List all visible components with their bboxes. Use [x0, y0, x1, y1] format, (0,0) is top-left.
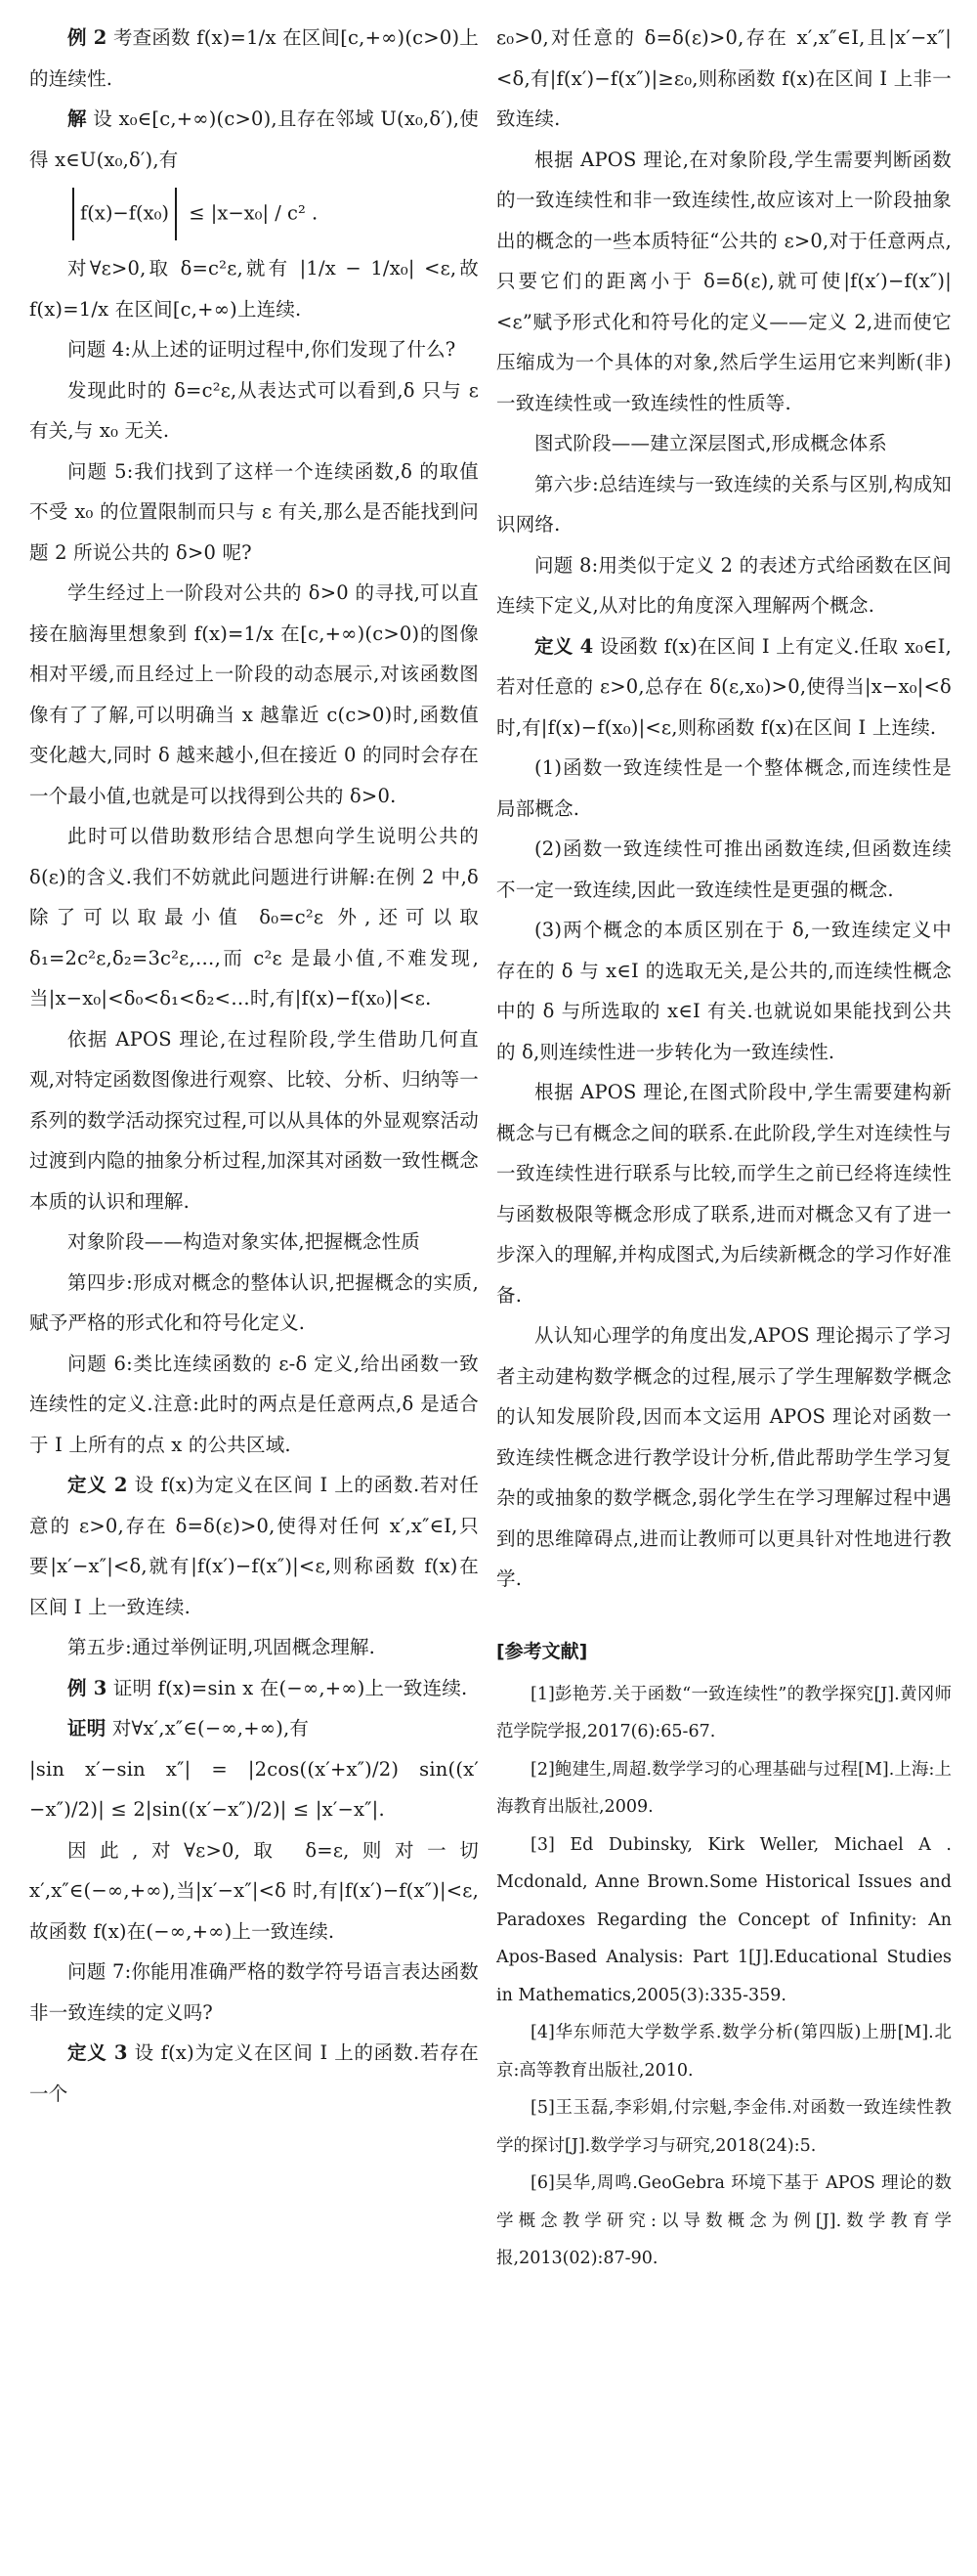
- object-stage-heading: 对象阶段——构造对象实体,把握概念性质: [67, 1230, 420, 1253]
- definition-3-text: 设 f(x)为定义在区间 I 上的函数.若存在一个: [29, 2041, 479, 2105]
- question-4: 问题 4:从上述的证明过程中,你们发现了什么?: [67, 338, 456, 361]
- definition-3: [29, 2033, 479, 2114]
- example-3-label: 例 3: [67, 1676, 107, 1699]
- question-7: 问题 7:你能用准确严格的数学符号语言表达函数非一致连续的定义吗?: [29, 1960, 479, 2024]
- definition-4-text: 设函数 f(x)在区间 I 上有定义.任取 x₀∈I,若对任意的 ε>0,总存在 δ(ε,x₀)>0,使得当|x−x₀|<δ 时,有|f(x)−f(x₀)|<ε,则称函数 f(x)在区间 I 上连续.: [496, 634, 952, 739]
- step-5: 第五步:通过举例证明,巩固概念理解.: [67, 1636, 376, 1658]
- definition-3-continued: ε₀>0,对任意的 δ=δ(ε)>0,存在 x′,x″∈I,且|x′−x″|<δ,有|f(x′)−f(x″)|≥ε₀,则称函数 f(x)在区间 I 上非一致连续.: [496, 26, 952, 130]
- example-3-text: 证明 f(x)=sin x 在(−∞,+∞)上一致连续.: [112, 1676, 468, 1699]
- schema-stage-heading: 图式阶段——建立深层图式,形成概念体系: [534, 432, 887, 454]
- definition-4: [496, 626, 952, 749]
- equation-1: [29, 188, 479, 240]
- question-5: 问题 5:我们找到了这样一个连续函数,δ 的取值不受 x₀ 的位置限制而只与 ε 有关,那么是否能找到问题 2 所说公共的 δ>0 呢?: [29, 459, 479, 564]
- left-column: [29, 18, 479, 2114]
- question-6: 问题 6:类比连续函数的 ε-δ 定义,给出函数一致连续性的定义.注意:此时的两点是任意两点,δ 是适合于 I 上所有的点 x 的公共区域.: [29, 1352, 479, 1456]
- delta-explanation: 此时可以借助数形结合思想向学生说明公共的 δ(ε)的含义.我们不妨就此问题进行讲解:在例 2 中,δ 除了可以取最小值 δ₀=c²ε 外,还可以取 δ₁=2c²ε,δ₂=3c²ε,…,而 c²ε 是最小值,不难发现,当|x−x₀|<δ₀<δ₁<δ₂<…时,有|f(x)−f(x₀)|<ε.: [29, 825, 479, 1009]
- reference-item: [1]彭艳芳.关于函数“一致连续性”的教学探究[J].黄冈师范学院学报,2017(6):65-67.: [496, 1684, 952, 1741]
- hence-paragraph: 因此,对∀ε>0,取 δ=ε,则对一切 x′,x″∈(−∞,+∞),当|x′−x″|<δ 时,有|f(x′)−f(x″)|<ε,故函数 f(x)在(−∞,+∞)上一致连续.: [29, 1838, 479, 1943]
- example-3: [29, 1668, 479, 1709]
- example-2-label: 例 2: [67, 26, 107, 49]
- apos-process-paragraph: 依据 APOS 理论,在过程阶段,学生借助几何直观,对特定函数图像进行观察、比较、分析、归纳等一系列的数学活动探究过程,可以从具体的外显观察活动过渡到内隐的抽象分析过程,加深其对函数一致性概念本质的认识和理解.: [29, 1027, 479, 1213]
- reference-item: [4]华东师范大学数学系.数学分析(第四版)上册[M].北京:高等教育出版社,2010.: [496, 2023, 952, 2081]
- answer-5: 学生经过上一阶段对公共的 δ>0 的寻找,可以直接在脑海里想象到 f(x)=1/x 在[c,+∞)(c>0)的图像相对平缓,而且经过上一阶段的动态展示,对该函数图像有了了解,可以明确当 x 越靠近 c(c>0)时,函数值变化越大,同时 δ 越来越小,但在接近 0 的同时会存在一个最小值,也就是可以找得到公共的 δ>0.: [29, 581, 479, 807]
- references-list: [496, 1676, 952, 2278]
- equation-1-rest: ≤ |x−x₀| / c² .: [189, 201, 319, 225]
- step-4: 第四步:形成对概念的整体认识,把握概念的实质,赋予严格的形式化和符号化定义.: [29, 1270, 479, 1334]
- definition-3-label: 定义 3: [67, 2041, 128, 2064]
- solution-paragraph: [29, 99, 479, 180]
- conclusion-paragraph: 从认知心理学的角度出发,APOS 理论揭示了学习者主动建构数学概念的过程,展示了学生理解数学概念的认知发展阶段,因而本文运用 APOS 理论对函数一致连续性概念进行教学设计分析,借此帮助学生学习复杂的或抽象的数学概念,弱化学生在学习理解过程中遇到的思维障碍点,进而让教师可以更具针对性地进行教学.: [496, 1324, 952, 1590]
- solution-label: 解: [67, 107, 87, 130]
- example-2-text: 考查函数 f(x)=1/x 在区间[c,+∞)(c>0)上的连续性.: [29, 26, 479, 90]
- equation-3: |sin x′−sin x″| = |2cos((x′+x″)/2) sin((x′−x″)/2)| ≤ 2|sin((x′−x″)/2)| ≤ |x′−x″|.: [29, 1757, 479, 1821]
- reference-item: [3] Ed Dubinsky, Kirk Weller, Michael A . Mcdonald, Anne Brown.Some Historical Issues and Paradoxes Regarding the Concept of Infinity: An Apos-Based Analysis: Part 1[J].Educational Studies in Mathematics,2005(3):335-359.: [496, 1834, 952, 2005]
- proof-label: 证明: [67, 1717, 106, 1739]
- reference-item: [2]鲍建生,周超.数学学习的心理基础与过程[M].上海:上海教育出版社,2009.: [496, 1759, 952, 1817]
- references-title: [参考文献]: [496, 1640, 588, 1662]
- reference-item: [6]吴华,周鸣.GeoGebra 环境下基于 APOS 理论的数学概念教学研究:以导数概念为例[J].数学教育学报,2013(02):87-90.: [496, 2173, 952, 2268]
- equation-2-paragraph: 对∀ε>0,取 δ=c²ε,就有 |1/x − 1/x₀| <ε,故 f(x)=1/x 在区间[c,+∞)上连续.: [29, 257, 479, 321]
- apos-object-paragraph: 根据 APOS 理论,在对象阶段,学生需要判断函数的一致连续性和非一致连续性,故应该对上一阶段抽象出的概念的一些本质特征“公共的 ε>0,对于任意两点,只要它们的距离小于 δ=δ(ε),就可使|f(x′)−f(x″)|<ε”赋予形式化和符号化的定义——定义 2,进而使它压缩成为一个具体的对象,然后学生运用它来判断(非)一致连续性或一致连续性的性质等.: [496, 148, 952, 414]
- comparison-3: (3)两个概念的本质区别在于 δ,一致连续定义中存在的 δ 与 x∈I 的选取无关,是公共的,而连续性概念中的 δ 与所选取的 x∈I 有关.也就说如果能找到公共的 δ,则连续性进一步转化为一致连续性.: [496, 919, 952, 1063]
- proof-text: 对∀x′,x″∈(−∞,+∞),有: [111, 1717, 310, 1739]
- example-2: [29, 18, 479, 99]
- proof-paragraph: [29, 1708, 479, 1749]
- definition-4-label: 定义 4: [534, 634, 594, 658]
- reference-item: [5]王玉磊,李彩娟,付宗魁,李金伟.对函数一致连续性教学的探讨[J].数学学习与研究,2018(24):5.: [496, 2098, 952, 2156]
- definition-2: [29, 1465, 479, 1627]
- definition-2-text: 设 f(x)为定义在区间 I 上的函数.若对任意的 ε>0,存在 δ=δ(ε)>0,使得对任何 x′,x″∈I,只要|x′−x″|<δ,就有|f(x′)−f(x″)|<ε,则称函数 f(x)在区间 I 上一致连续.: [29, 1474, 479, 1618]
- apos-schema-paragraph: 根据 APOS 理论,在图式阶段中,学生需要建构新概念与已有概念之间的联系.在此阶段,学生对连续性与一致连续性进行联系与比较,而学生之前已经将连续性与函数极限等概念形成了联系,进而对概念又有了进一步深入的理解,并构成图式,为后续新概念的学习作好准备.: [496, 1081, 952, 1307]
- question-8: 问题 8:用类似于定义 2 的表述方式给函数在区间连续下定义,从对比的角度深入理解两个概念.: [496, 553, 952, 617]
- solution-text: 设 x₀∈[c,+∞)(c>0),且存在邻域 U(x₀,δ′),使得 x∈U(x₀,δ′),有: [29, 107, 479, 171]
- comparison-1: (1)函数一致连续性是一个整体概念,而连续性是局部概念.: [496, 756, 952, 820]
- step-6: 第六步:总结连续与一致连续的关系与区别,构成知识网络.: [496, 472, 952, 536]
- comparison-2: (2)函数一致连续性可推出函数连续,但函数连续不一定一致连续,因此一致连续性是更强的概念.: [496, 837, 952, 901]
- answer-4: 发现此时的 δ=c²ε,从表达式可以看到,δ 只与 ε 有关,与 x₀ 无关.: [29, 378, 479, 442]
- equation-1-lhs: f(x)−f(x₀): [80, 201, 170, 225]
- definition-2-label: 定义 2: [67, 1474, 128, 1496]
- right-column: [496, 18, 952, 2278]
